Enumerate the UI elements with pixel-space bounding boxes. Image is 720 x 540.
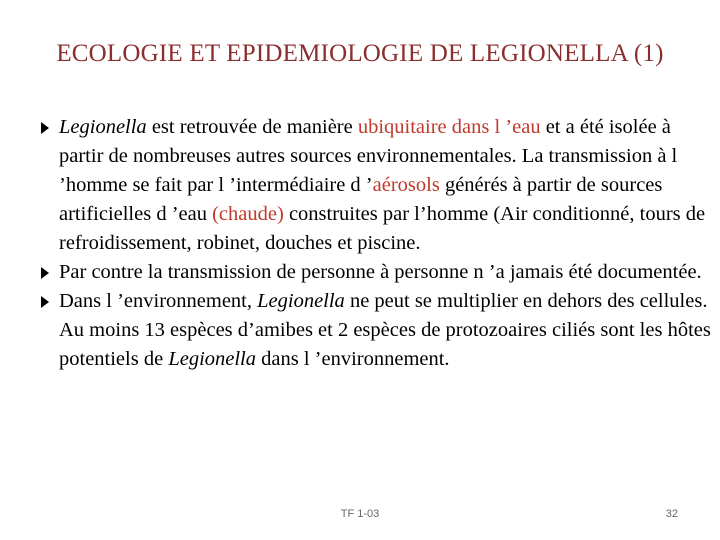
species-name: Legionella [257, 290, 345, 312]
text-segment: et a été isolée à partir de nombreuses autres sources environnementales. La transmission à l ’homme se fait par l ’intermédiaire d ’ [59, 116, 678, 196]
triangle-bullet-icon [41, 296, 49, 308]
slide-title: ECOLOGIE ET EPIDEMIOLOGIE DE LEGIONELLA (1) [56, 40, 664, 67]
species-name: Legionella [59, 116, 147, 138]
bullet-item-1 [30, 113, 716, 258]
text-segment: ne peut se multiplier en dehors des cellules. Au moins 13 espèces d’amibes et 2 espèces de protozoaires ciliés sont les hôtes potentiels de [59, 290, 711, 370]
text-segment: générés à partir de sources artificielles d ’eau [59, 174, 663, 225]
highlight-segment: (chaude) [212, 203, 284, 225]
bullet-1-text [59, 116, 705, 254]
footer-label: TF 1-03 [340, 508, 380, 520]
bullet-2-text: Par contre la transmission de personne à personne n ’a jamais été documentée. [59, 261, 702, 283]
text-segment: est retrouvée de manière [146, 116, 358, 138]
triangle-bullet-icon [41, 267, 49, 279]
text-segment: construites par l’homme (Air conditionné, tours de refroidissement, robinet, douches et piscine. [59, 203, 706, 254]
bullet-item-2 [30, 258, 716, 287]
text-segment: dans l ’environnement. [256, 348, 450, 370]
text-segment: Dans l ’environnement, [59, 290, 258, 312]
triangle-bullet-icon [41, 122, 49, 134]
species-name: Legionella [168, 348, 256, 370]
highlight-segment: ubiquitaire dans l ’eau [357, 116, 541, 138]
bullet-3-text [59, 290, 711, 370]
bullet-item-3 [30, 287, 716, 374]
page-number: 32 [665, 508, 678, 520]
highlight-segment: aérosols [372, 174, 440, 196]
bullet-list [30, 113, 716, 374]
